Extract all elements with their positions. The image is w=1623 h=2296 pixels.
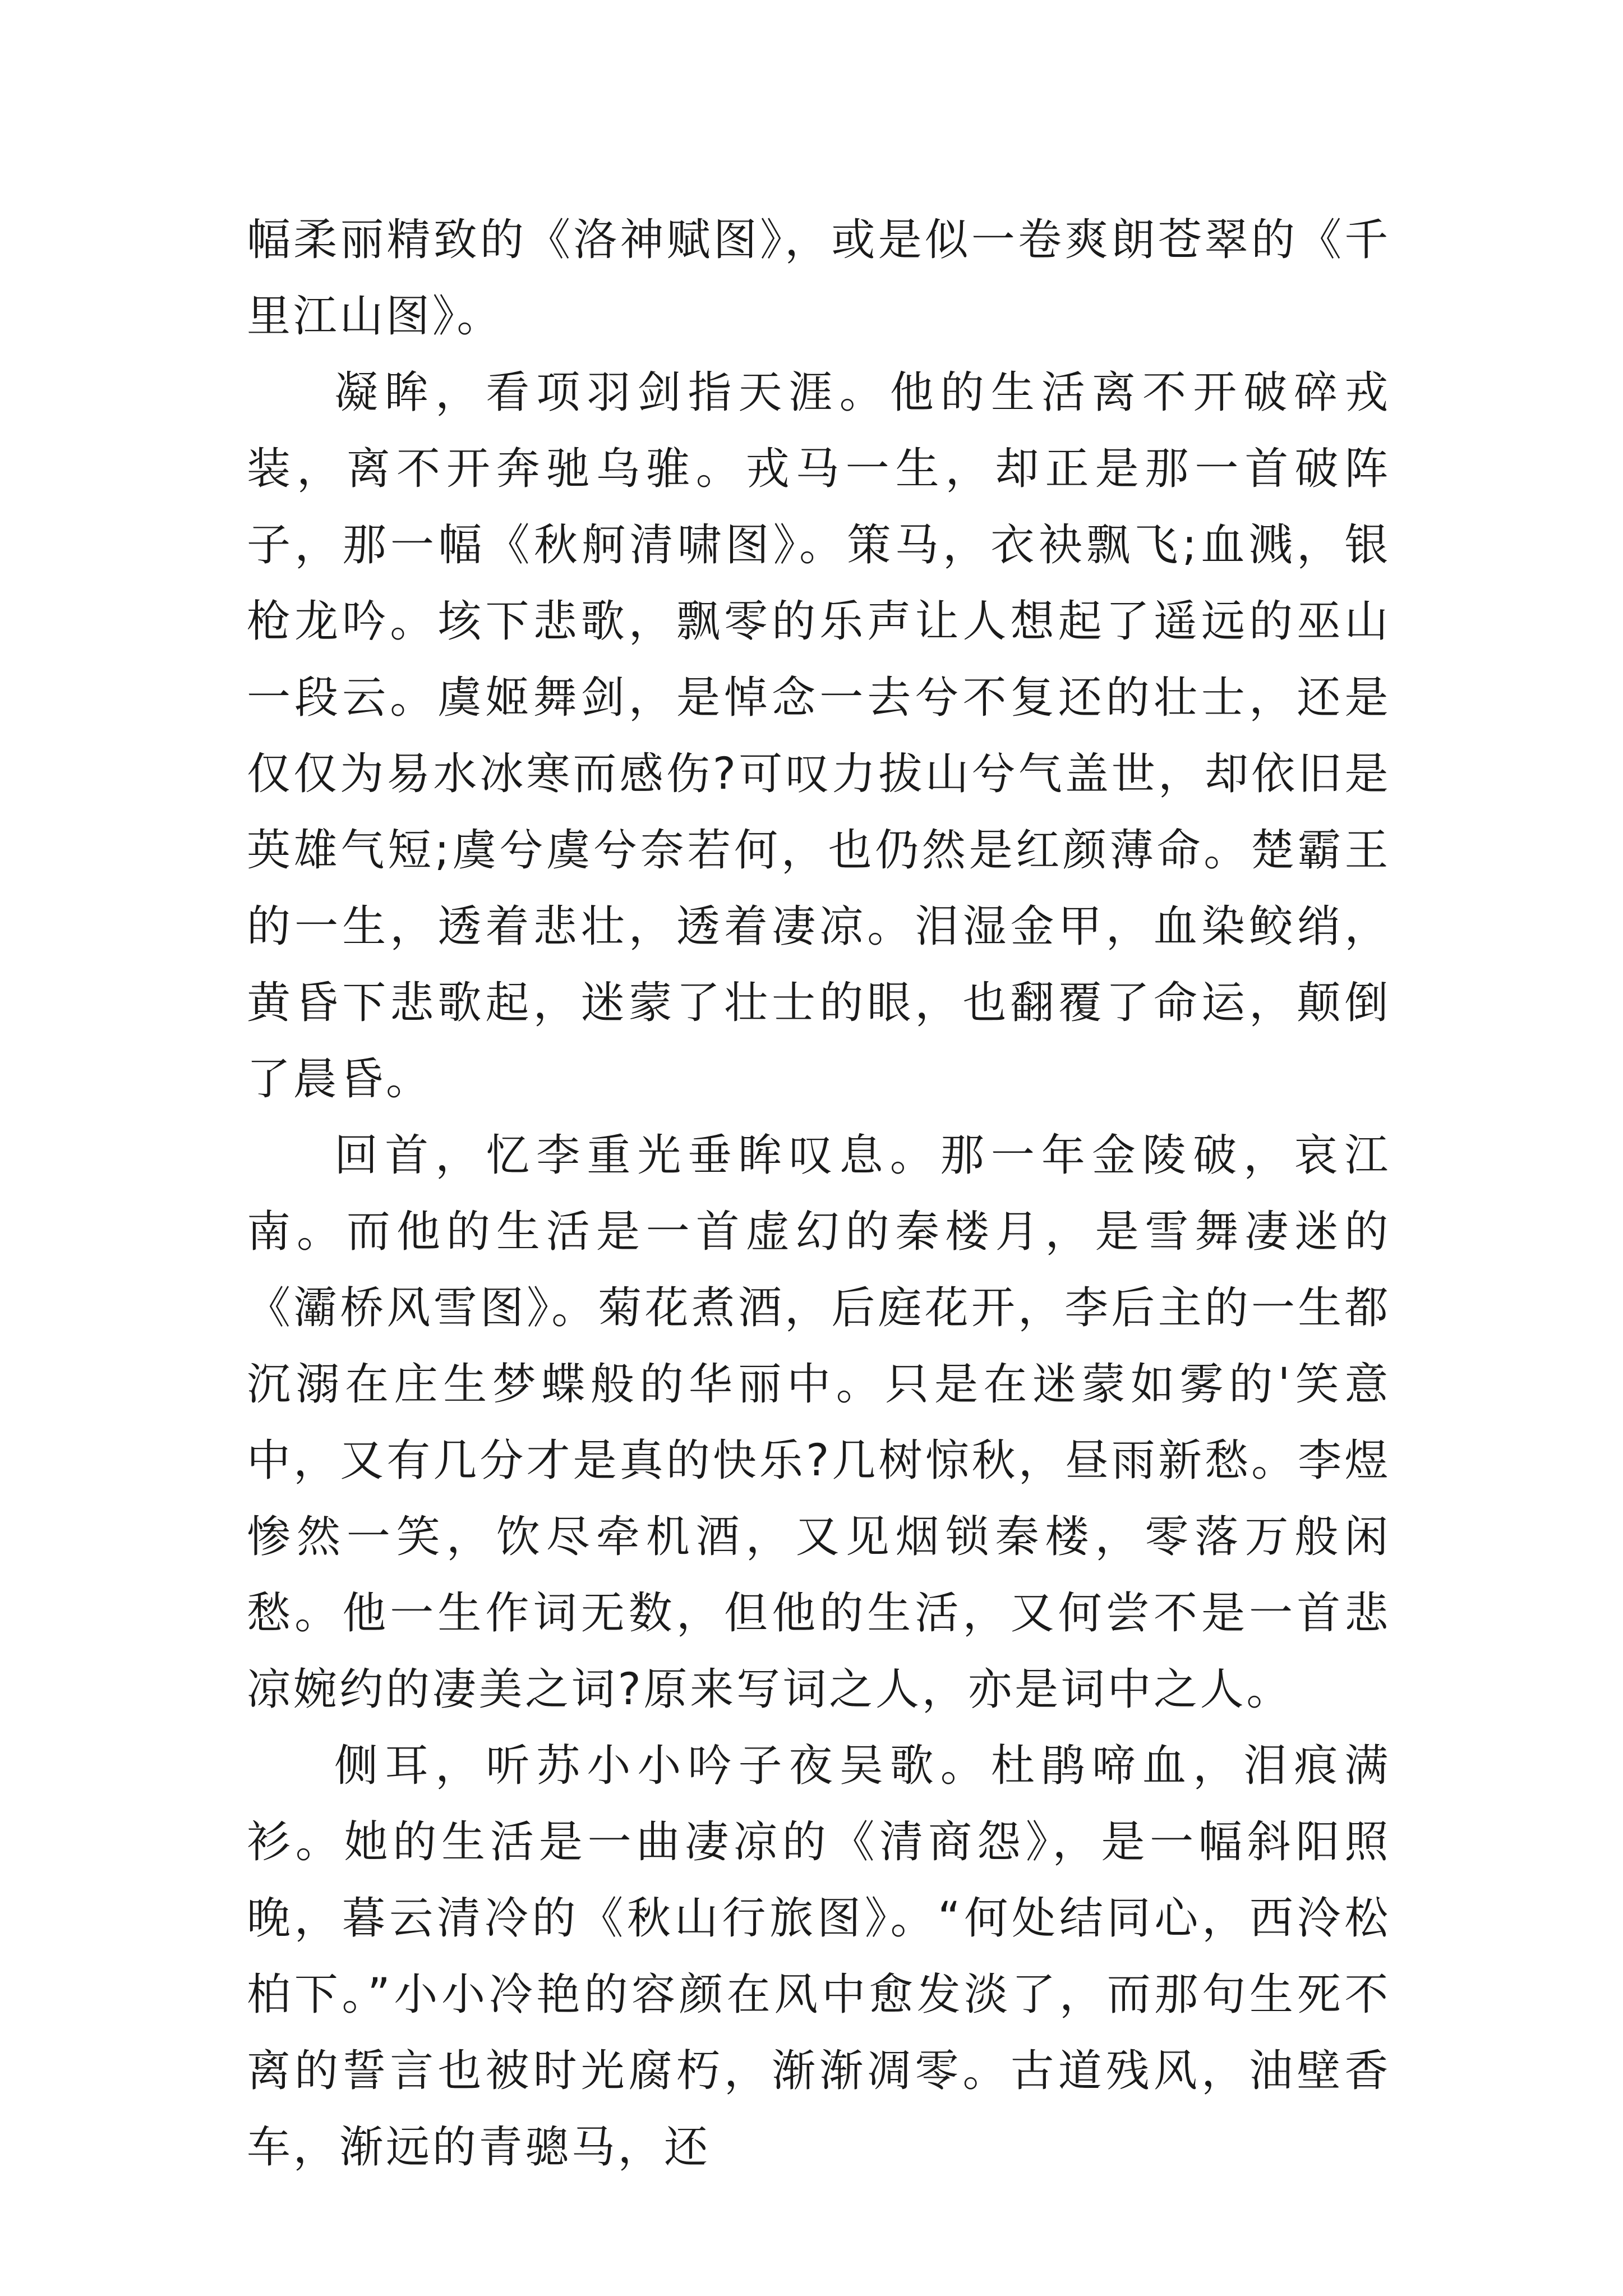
- body-text: [247, 202, 1391, 2185]
- paragraph-4: 侧耳，听苏小小吟子夜吴歌。杜鹃啼血，泪痕满衫。她的生活是一曲凄凉的《清商怨》，是一幅斜阳照晚，暮云清冷的《秋山行旅图》。“何处结同心，西泠松柏下。”小小冷艳的容颜在风中愈发淡了，而那句生死不离的誓言也被时光腐朽，渐渐凋零。古道残风，油壁香车，渐远的青骢马，还: [247, 1741, 1391, 2173]
- paragraph-2: 凝眸，看项羽剑指天涯。他的生活离不开破碎戎装，离不开奔驰乌骓。戎马一生，却正是那一首破阵子，那一幅《秋舸清啸图》。策马，衣袂飘飞;血溅，银枪龙吟。垓下悲歌，飘零的乐声让人想起了遥远的巫山一段云。虞姬舞剑，是悼念一去兮不复还的壮士，还是仅仅为易水冰寒而感伤?可叹力拔山兮气盖世，却依旧是英雄气短;虞兮虞兮奈若何，也仍然是红颜薄命。楚霸王的一生，透着悲壮，透着凄凉。泪湿金甲，血染鲛绡，黄昏下悲歌起，迷蒙了壮士的眼，也翻覆了命运，颠倒了晨昏。: [247, 367, 1391, 1105]
- paragraph-1: 幅柔丽精致的《洛神赋图》，或是似一卷爽朗苍翠的《千里江山图》。: [247, 215, 1391, 342]
- paragraph-3: 回首，忆李重光垂眸叹息。那一年金陵破，哀江南。而他的生活是一首虚幻的秦楼月，是雪舞凄迷的《灞桥风雪图》。菊花煮酒，后庭花开，李后主的一生都沉溺在庄生梦蝶般的华丽中。只是在迷蒙如雾的'笑意中，又有几分才是真的快乐?几树惊秋，昼雨新愁。李煜惨然一笑，饮尽牵机酒，又见烟锁秦楼，零落万般闲愁。他一生作词无数，但他的生活，又何尝不是一首悲凉婉约的凄美之词?原来写词之人，亦是词中之人。: [247, 1130, 1391, 1715]
